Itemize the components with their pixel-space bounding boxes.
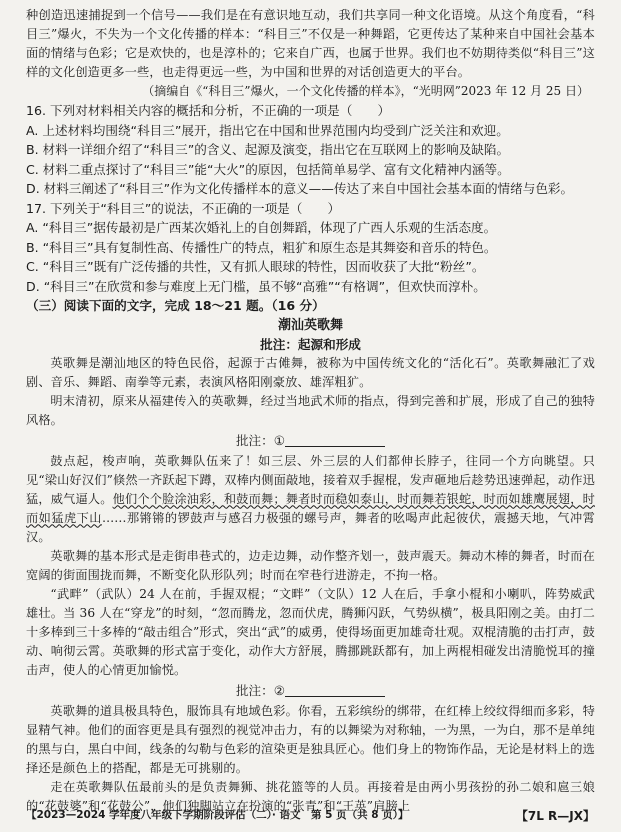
annotation-2-blank: [285, 682, 385, 697]
annotation-1-label: 批注：①: [235, 432, 286, 448]
paragraph-3-underlined-sentence: 他们个个脸涂油彩，和鼓而舞；舞者时而稳如泰山，时而舞若银蛇，时而如雄鹰展翅，时而如猛虎下山: [26, 491, 595, 525]
passage-title: 潮汕英歌舞: [277, 317, 343, 333]
question-16-stem: 16. 下列对材料相关内容的概括和分析，不正确的一项是（ ）: [26, 103, 391, 118]
passage-paragraph-6: 英歌舞的道具极具特色，服饰具有地域色彩。你看，五彩缤纷的绑带，在红棒上绞纹得细而多彩，特显精气神。他们的面容更是具有强烈的视觉冲击力，有的以舞梁为对称轴，一为黑，一为白，那不是单纯的黑与白，黑白中间，线条的勾勒与色彩的渲染更是独具匠心。他们身上的物饰作品，无论是材料上的选择还是颜色上的搭配，都是无可挑剔的。: [26, 703, 595, 775]
footer-exam-info: 【2023—2024 学年度八年级下学期阶段评估（二）· 语文 第 5 页（共 8 页）】: [26, 809, 409, 821]
annotation-2: [26, 680, 595, 702]
passage-paragraph-1: 英歌舞是潮汕地区的特色民俗，起源于古傩舞，被称为中国传统文化的“活化石”。英歌舞融汇了戏剧、音乐、舞蹈、南拳等元素，表演风格阳刚豪放、雄浑粗犷。: [26, 355, 595, 389]
paragraph-3-part-c: ……那锵锵的锣鼓声与感召力极强的螺号声，舞者的吆喝声此起彼伏，震撼天地，气冲霄汉。: [26, 510, 595, 544]
passage-paragraph-4: 英歌舞的基本形式是走街串巷式的，边走边舞，动作整齐划一，鼓声震天。舞动木棒的舞者，时而在宽阔的街面围拢而舞，不断变化队形队列；时而在窄巷行进游走，不拘一格。: [26, 548, 595, 582]
question-16-option-a: A. 上述材料均围绕“科目三”展开，指出它在中国和世界范围内均受到广泛关注和欢迎。: [26, 122, 509, 138]
passage-paragraph-3: [26, 452, 595, 547]
annotation-origin: 批注：起源和形成: [260, 336, 361, 352]
reading-passage: [26, 316, 595, 816]
material-three-ending: 种创造迅速捕捉到一个信号——我们是在有意识地互动，我们共享同一种文化语境。从这个角度看，“科目三”爆火，不失为一个文化传播的样本：“科目三”不仅是一种舞蹈，它更传达了某种来自中国社会基本面的情绪与色彩；它是欢快的，也是淳朴的；它来自广西，也属于世界。我们也不妨期待类似“科目三”这样的文化创造更多一些，也走得更远一些，为中国和世界的对话创造更大的平台。: [26, 8, 595, 79]
passage-paragraph-2: 明末清初，原来从福建传入的英歌舞，经过当地武术师的指点，得到完善和扩展，形成了自己的独特风格。: [26, 393, 595, 427]
section-three-heading: （三）阅读下面的文字，完成 18～21 题。（16 分）: [26, 298, 325, 313]
annotation-1-blank: [285, 432, 385, 447]
question-17-stem: 17. 下列关于“科目三”的说法，不正确的一项是（ ）: [26, 200, 341, 216]
question-17-option-b: B. “科目三”具有复制性高、传播性广的特点，粗犷和原生态是其舞姿和音乐的特色。: [26, 239, 497, 255]
annotation-2-label: 批注：②: [235, 682, 286, 698]
question-16: [26, 101, 595, 199]
question-17: [26, 199, 595, 297]
question-16-option-b: B. 材料一详细介绍了“科目三”的含义、起源及演变，指出它在互联网上的影响及缺陷。: [26, 142, 510, 157]
question-17-option-c: C. “科目三”既有广泛传播的共性，又有抓人眼球的特性，因而收获了大批“粉丝”。: [26, 259, 485, 274]
footer-code: 【7L R—JX】: [515, 809, 595, 823]
source-citation: （摘编自《“科目三”爆火，一个文化传播的样本》，“光明网”2023 年 12 月 25 日）: [142, 84, 589, 98]
paragraph-3-part-a: 鼓点起，梭声响，英歌舞队伍来了！如三层、外三层的人们都伸长脖子，往同一个方向眺望。只见“梁山好汉们”倏然一齐跃起下蹲，双棒内侧面敲地，接着双手握棍，发声砸地后趁势迅速弹起，动作迅猛，威气逼人。: [26, 453, 595, 506]
question-17-option-d: D. “科目三”在欣赏和参与难度上无门槛，虽不够“高雅”“有格调”，但欢快而淳朴。: [26, 278, 486, 294]
question-16-option-d: D. 材料三阐述了“科目三”作为文化传播样本的意义——传达了来自中国社会基本面的情绪与色彩。: [26, 181, 574, 196]
annotation-1: [26, 430, 595, 452]
passage-paragraph-5: “武畔”（武队）24 人在前，手握双棍；“文畔”（文队）12 人在后，手拿小棍和小喇叭，阵势威武雄壮。当 36 人在“穿龙”的时刻，“忽而腾龙，忽而伏虎，腾狮闪跃，气势纵横”，极具阳刚之美。由打二十多棒到三十多棒的“敲击组合”形式，突出“武”的威勇，使得场面更加雄奇壮观。双棍清脆的击打声，鼓动、响彻云霄。英歌舞的形式富于变化，动作大方舒展，腾挪跳跃都有，加上两棍相碰发出清脆悦耳的撞击声，使人的心情更加愉悦。: [26, 586, 595, 677]
page-footer: [26, 807, 595, 824]
question-17-option-a: A. “科目三”据传最初是广西某次婚礼上的自创舞蹈，体现了广西人乐观的生活态度。: [26, 220, 497, 235]
passage-paragraph-7: 走在英歌舞队伍最前头的是负责舞狮、挑花篮等的人员。再接着是由两小男孩扮的孙二娘和扈三娘的“花鼓婆”和“花鼓公”，他们独脚站立在扮演的“张青”和“王英”肩膀上: [26, 779, 595, 813]
question-16-option-c: C. 材料二重点探讨了“科目三”能“大火”的原因，包括简单易学、富有文化精神内涵等。: [26, 161, 510, 177]
